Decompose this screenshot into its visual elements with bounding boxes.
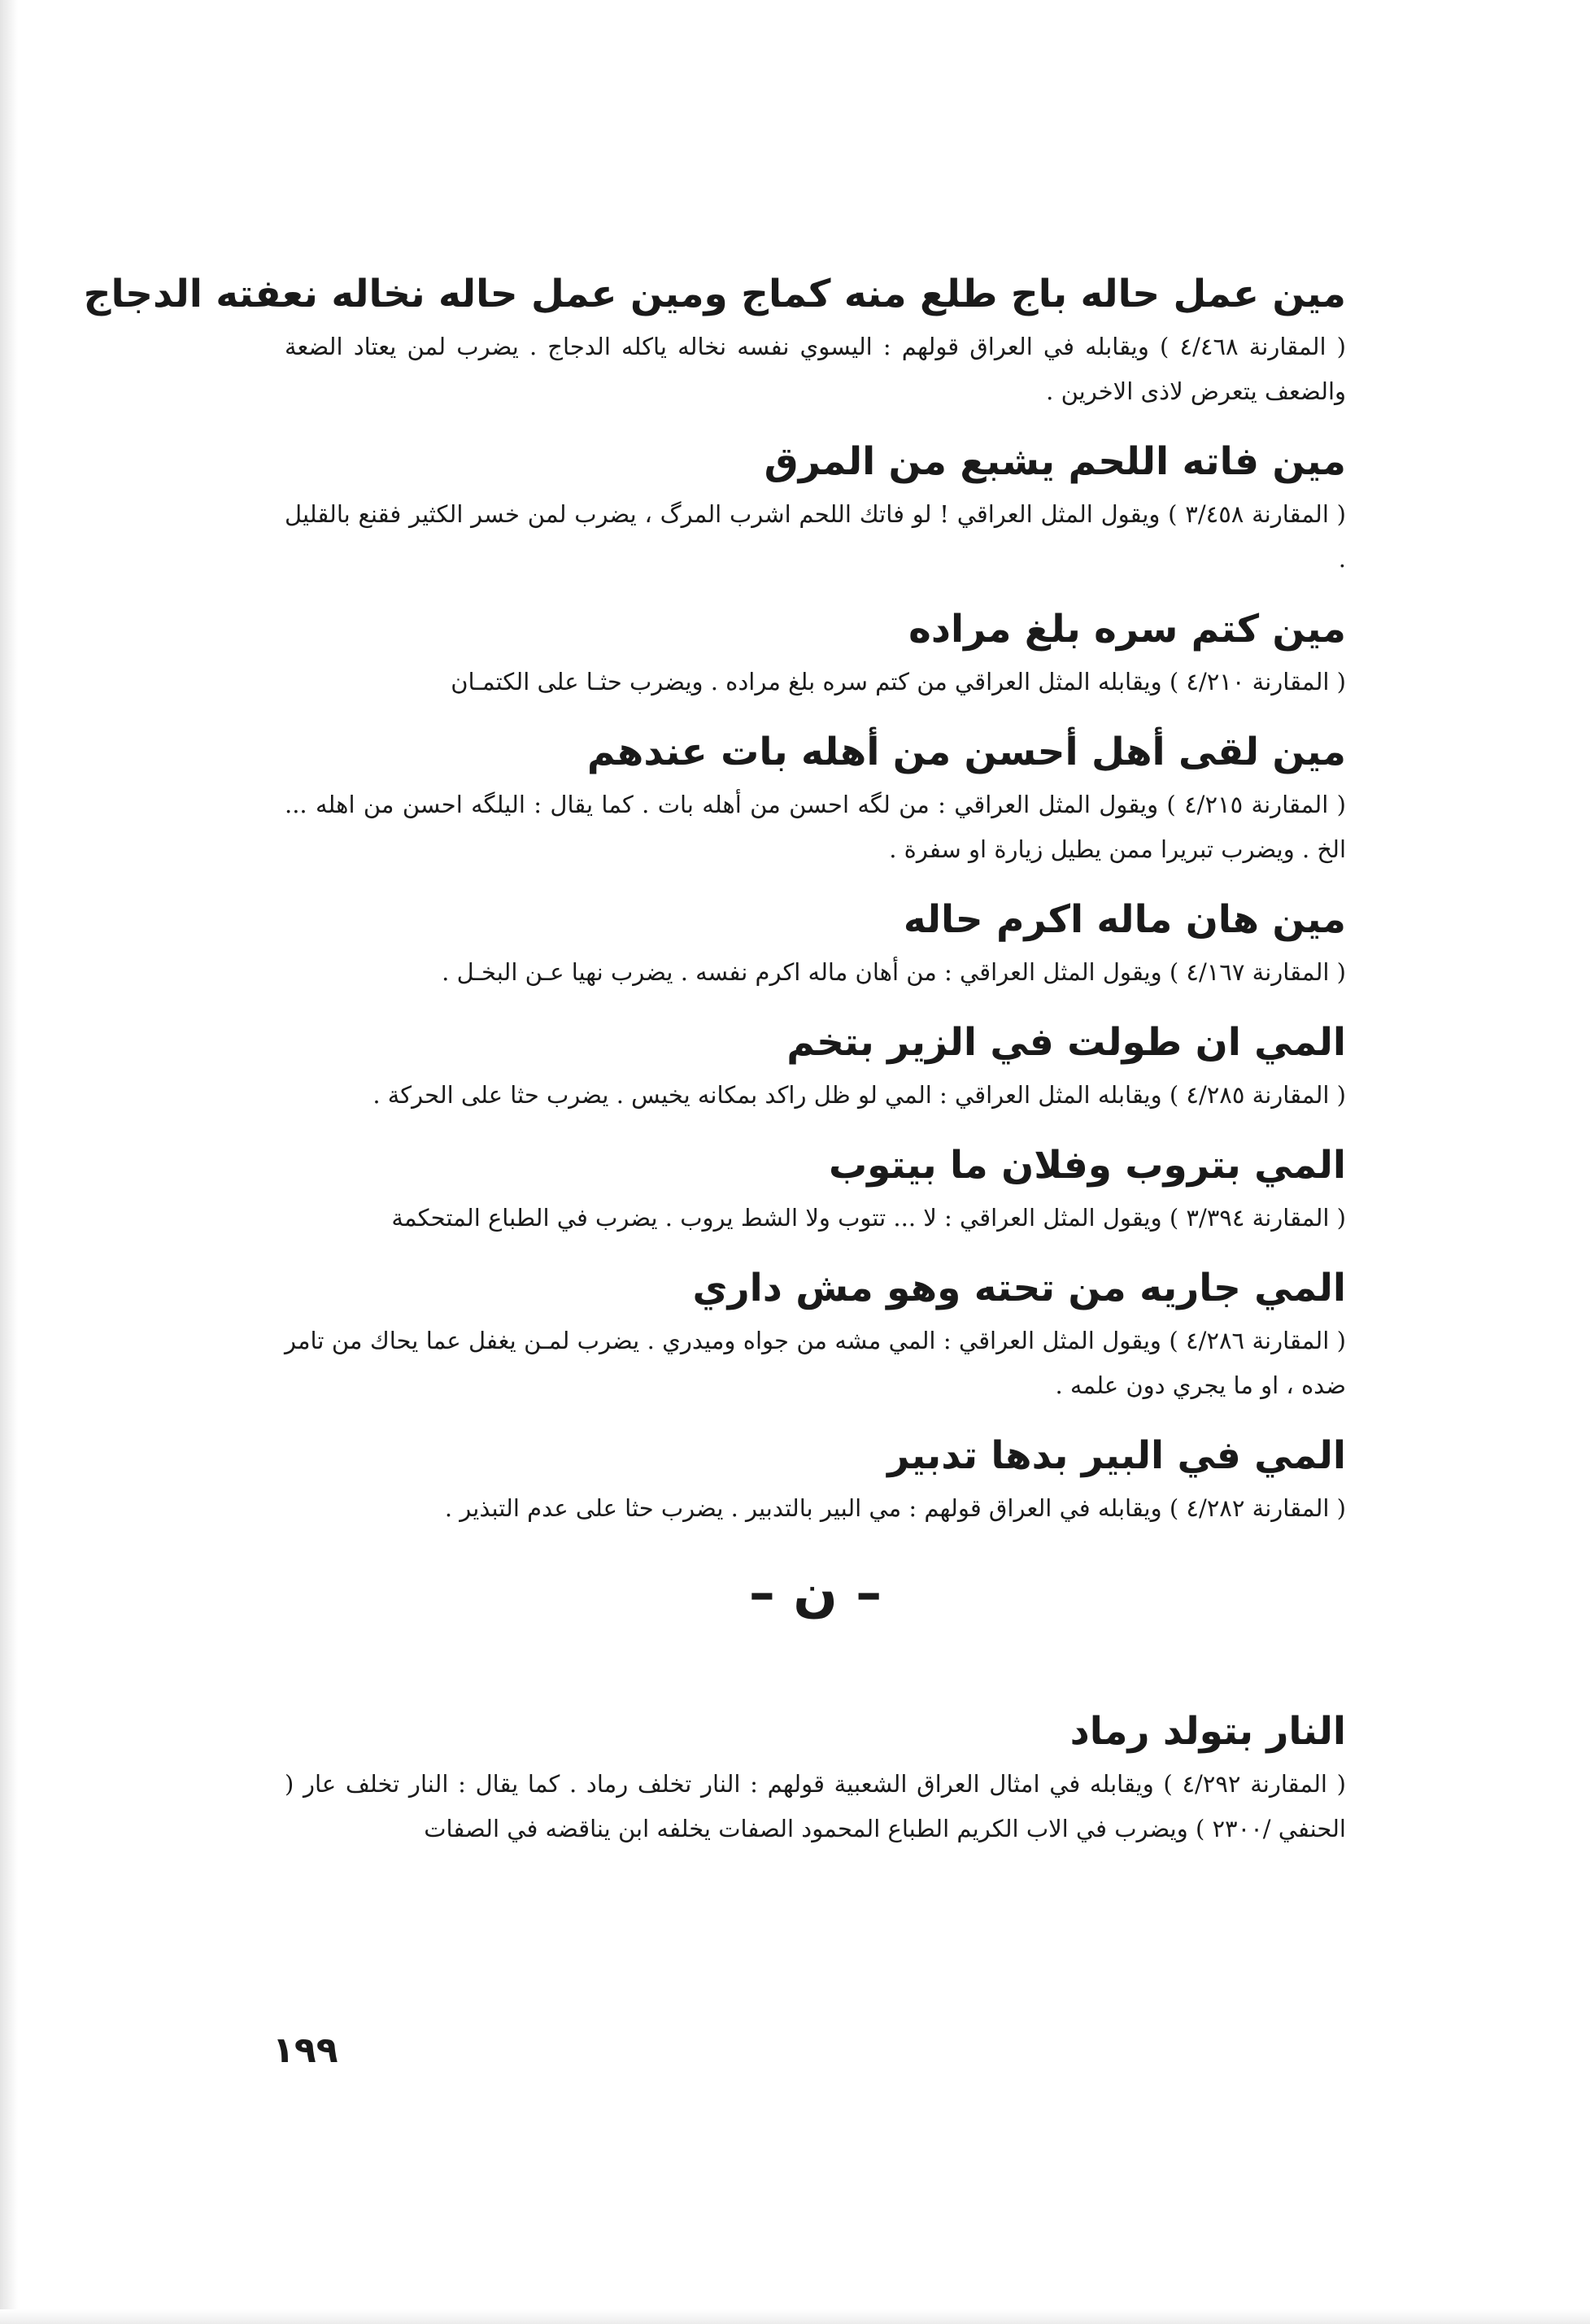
proverb-commentary: ( المقارنة ٤/٢١٥ ) ويقول المثل العراقي : من لگه احسن من أهله بات . كما يقال : اليلگه احسن من اهله ... الخ . ويضرب تبريرا ممن يطيل زيارة او سفرة .: [285, 791, 1346, 863]
proverb-entry: [285, 1258, 1346, 1408]
proverb-commentary: ( المقارنة ٤/٢٨٦ ) ويقول المثل العراقي : المي مشه من جواه وميدري . يضرب لمـن يغفل عما يحاك من تامر ضده ، او ما يجري دون علمه .: [285, 1327, 1346, 1399]
proverb-commentary: ( المقارنة ٤/٢٨٥ ) ويقابله المثل العراقي : المي لو ظل راكد بمكانه يخيس . يضرب حثا على الحركة .: [372, 1081, 1346, 1109]
proverb-entry: [285, 1426, 1346, 1531]
proverb-entry: [285, 432, 1346, 582]
proverb-heading: المي ان طولت في الزير بتخم: [786, 1020, 1346, 1065]
proverb-commentary: ( المقارنة ٤/٢٨٢ ) ويقابله في العراق قولهم : مي البير بالتدبير . يضرب حثا على عدم التبذير .: [444, 1494, 1346, 1522]
proverb-heading: مين كتم سره بلغ مراده: [908, 607, 1346, 652]
page-number: ١٩٩: [272, 2030, 338, 2071]
proverb-entry: [285, 722, 1346, 872]
proverb-commentary: ( المقارنة ٤/٢١٠ ) ويقابله المثل العراقي من كتم سره بلغ مراده . ويضرب حثـا على الكتمـان: [451, 668, 1346, 695]
proverb-commentary: ( المقارنة ٤/٤٦٨ ) ويقابله في العراق قولهم : اليسوي نفسه نخاله ياكله الدجاج . يضرب لمن يعتاد الضعة والضعف يتعرض لاذى الاخرين .: [285, 333, 1346, 405]
proverb-entry: [285, 1136, 1346, 1240]
proverb-commentary: ( المقارنة ٣/٤٥٨ ) ويقول المثل العراقي ! لو فاتك اللحم اشرب المرگ ، يضرب لمن خسر الكثير فقنع بالقليل .: [285, 500, 1346, 573]
proverb-heading: مين عمل حاله باج طلع منه كماج ومين عمل حاله نخاله نعفته الدجاج: [83, 272, 1346, 316]
proverb-heading: المي بتروب وفلان ما بيتوب: [828, 1143, 1346, 1188]
proverb-entry: [285, 1013, 1346, 1118]
page-edge-shadow: [0, 0, 18, 2324]
proverb-heading: مين فاته اللحم يشبع من المرق: [764, 439, 1346, 484]
proverb-entry: [285, 600, 1346, 704]
proverb-commentary: ( المقارنة ٤/١٦٧ ) ويقول المثل العراقي : من أهان ماله اكرم نفسه . يضرب نهيا عـن البخـل .: [442, 958, 1346, 986]
proverb-commentary: ( المقارنة ٤/٢٩٢ ) ويقابله في امثال العراق الشعبية قولهم : النار تخلف رماد . كما يقال : النار تخلف عار ( الحنفي /٢٣٠٠ ) ويضرب في الاب الكريم الطباع المحمود الصفات يخلفه ابن يناقضه في الصفات: [285, 1770, 1346, 1842]
page-bottom-edge: [0, 2309, 1590, 2324]
proverb-heading: المي في البير بدها تدبير: [887, 1433, 1346, 1478]
proverb-entry: [83, 264, 1346, 414]
page-content: [83, 264, 1346, 1869]
proverb-heading: النار بتولد رماد: [1069, 1709, 1346, 1754]
proverb-heading: مين هان ماله اكرم حاله: [903, 897, 1346, 942]
proverb-heading: المي جاريه من تحته وهو مش داري: [692, 1266, 1346, 1310]
proverb-entry: [285, 890, 1346, 995]
proverb-commentary: ( المقارنة ٣/٣٩٤ ) ويقول المثل العراقي : لا ... تتوب ولا الشط يروب . يضرب في الطباع المتحكمة: [391, 1204, 1346, 1232]
section-letter-heading: – ن –: [748, 1563, 882, 1624]
proverb-entry: [285, 1702, 1346, 1851]
proverb-heading: مين لقى أهل أحسن من أهله بات عندهم: [586, 730, 1346, 774]
